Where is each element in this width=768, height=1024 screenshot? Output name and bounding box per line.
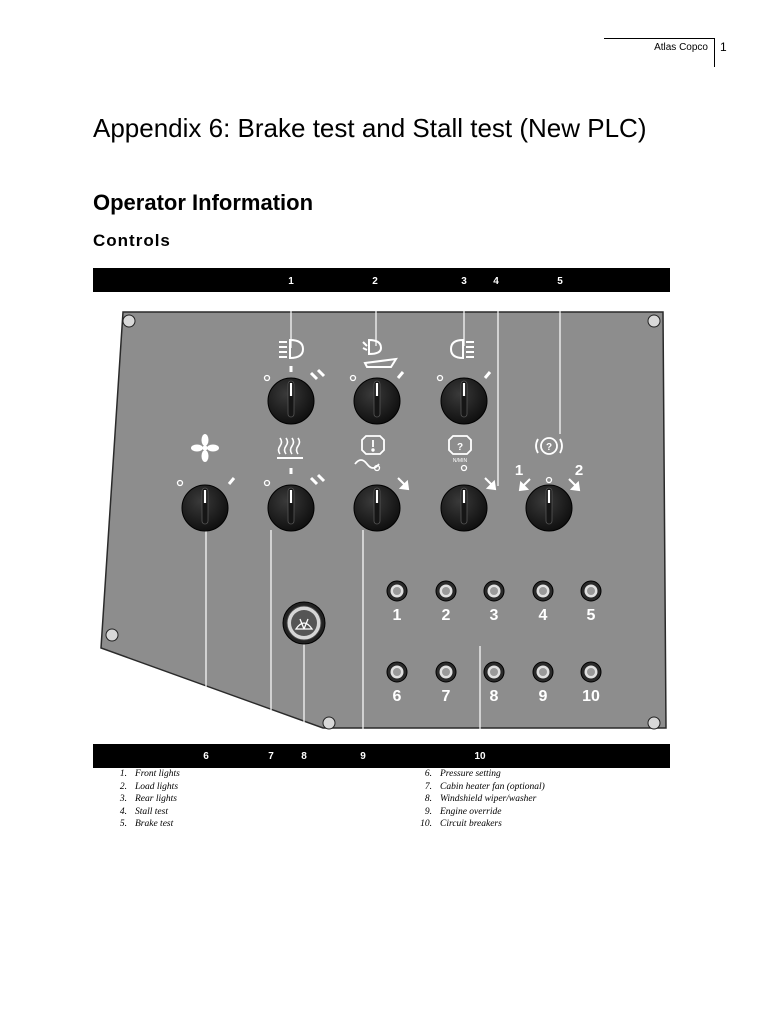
brake-test-knob[interactable] xyxy=(526,485,572,531)
circuit-breaker-label: 6 xyxy=(392,688,402,705)
circuit-breaker[interactable] xyxy=(533,662,553,682)
circuit-breaker-label: 2 xyxy=(441,607,451,624)
circuit-breaker[interactable] xyxy=(387,662,407,682)
legend-item-text: Pressure setting xyxy=(440,769,501,779)
legend-item-text: Brake test xyxy=(135,819,174,830)
top-callout-band xyxy=(93,268,670,292)
circuit-breaker-label: 7 xyxy=(441,688,451,705)
circuit-breaker[interactable] xyxy=(436,581,456,601)
circuit-breaker[interactable] xyxy=(484,581,504,601)
control-panel-figure xyxy=(93,268,670,768)
legend-item-text: Stall test xyxy=(135,806,168,817)
circuit-breaker-label: 3 xyxy=(489,607,499,624)
svg-text:?: ? xyxy=(545,442,553,453)
front-lights-knob[interactable] xyxy=(268,378,314,424)
circuit-breaker-label: 5 xyxy=(586,607,596,624)
legend-item xyxy=(113,781,180,794)
callout-number: 10 xyxy=(474,751,486,762)
callout-number: 1 xyxy=(288,276,294,287)
legend-item xyxy=(405,793,545,806)
load-lights-knob[interactable] xyxy=(354,378,400,424)
engine-speed-label: N/MIN xyxy=(452,458,468,464)
legend-left-column xyxy=(113,768,180,831)
stall-test-knob[interactable] xyxy=(441,485,487,531)
rear-lights-knob[interactable] xyxy=(441,378,487,424)
header-brand-box xyxy=(604,38,715,67)
callout-number: 3 xyxy=(461,276,467,287)
circuit-breaker-label: 4 xyxy=(538,607,548,624)
page-title: Appendix 6: Brake test and Stall test (New PLC) xyxy=(93,113,647,143)
legend-item-number: 10. xyxy=(420,819,432,830)
svg-text:?: ? xyxy=(456,442,464,453)
circuit-breaker[interactable] xyxy=(436,662,456,682)
legend-item xyxy=(405,818,545,831)
legend-item xyxy=(405,768,545,781)
callout-number: 5 xyxy=(557,276,563,287)
legend-right-column xyxy=(405,768,545,831)
page-number: 1 xyxy=(720,40,727,54)
circuit-breaker[interactable] xyxy=(581,581,601,601)
brand-name: Atlas Copco xyxy=(654,42,708,53)
section-heading: Controls xyxy=(93,231,171,250)
legend-item-number: 7. xyxy=(424,781,432,792)
page-subtitle: Operator Information xyxy=(93,190,314,215)
callout-number: 8 xyxy=(301,751,307,762)
circuit-breaker-label: 8 xyxy=(489,688,499,705)
legend-item xyxy=(113,793,180,806)
windshield-wiper-button[interactable] xyxy=(283,602,325,644)
legend-item-text: Front lights xyxy=(135,769,180,779)
callout-number: 6 xyxy=(203,751,209,762)
legend-item-number: 6. xyxy=(424,769,432,779)
pressure-setting-knob[interactable] xyxy=(182,485,228,531)
circuit-breaker-label: 10 xyxy=(582,688,600,705)
legend-item xyxy=(113,768,180,781)
legend-item-number: 1. xyxy=(119,769,127,779)
circuit-breaker[interactable] xyxy=(387,581,407,601)
legend-item-number: 5. xyxy=(119,819,127,830)
legend-item-text: Windshield wiper/washer xyxy=(440,794,537,805)
legend-item xyxy=(113,806,180,819)
legend-item-text: Circuit breakers xyxy=(440,819,502,830)
circuit-breaker[interactable] xyxy=(533,581,553,601)
callout-number: 7 xyxy=(268,751,274,762)
legend-item-number: 9. xyxy=(424,806,432,817)
switch-position-label: 1 xyxy=(514,462,524,479)
legend-item xyxy=(405,806,545,819)
legend-item-number: 3. xyxy=(119,794,127,805)
engine-override-knob[interactable] xyxy=(354,485,400,531)
circuit-breaker-label: 1 xyxy=(392,607,402,624)
callout-number: 9 xyxy=(360,751,366,762)
callout-number: 4 xyxy=(493,276,499,287)
legend-item-text: Cabin heater fan (optional) xyxy=(440,781,545,792)
legend-item-number: 2. xyxy=(119,781,127,792)
legend-item-number: 8. xyxy=(424,794,432,805)
legend-item-number: 4. xyxy=(119,806,127,817)
callout-number: 2 xyxy=(372,276,378,287)
legend-item-text: Rear lights xyxy=(135,794,177,805)
figure-id: 1250 0064 01 xyxy=(96,690,103,730)
legend-item xyxy=(405,781,545,794)
cabin-heater-knob[interactable] xyxy=(268,485,314,531)
legend-item-text: Load lights xyxy=(135,781,179,792)
circuit-breaker[interactable] xyxy=(484,662,504,682)
circuit-breaker-label: 9 xyxy=(538,688,548,705)
circuit-breaker[interactable] xyxy=(581,662,601,682)
legend-item-text: Engine override xyxy=(440,806,502,817)
switch-position-label: 2 xyxy=(574,462,584,479)
legend-item xyxy=(113,818,180,831)
bottom-callout-band xyxy=(93,744,670,768)
